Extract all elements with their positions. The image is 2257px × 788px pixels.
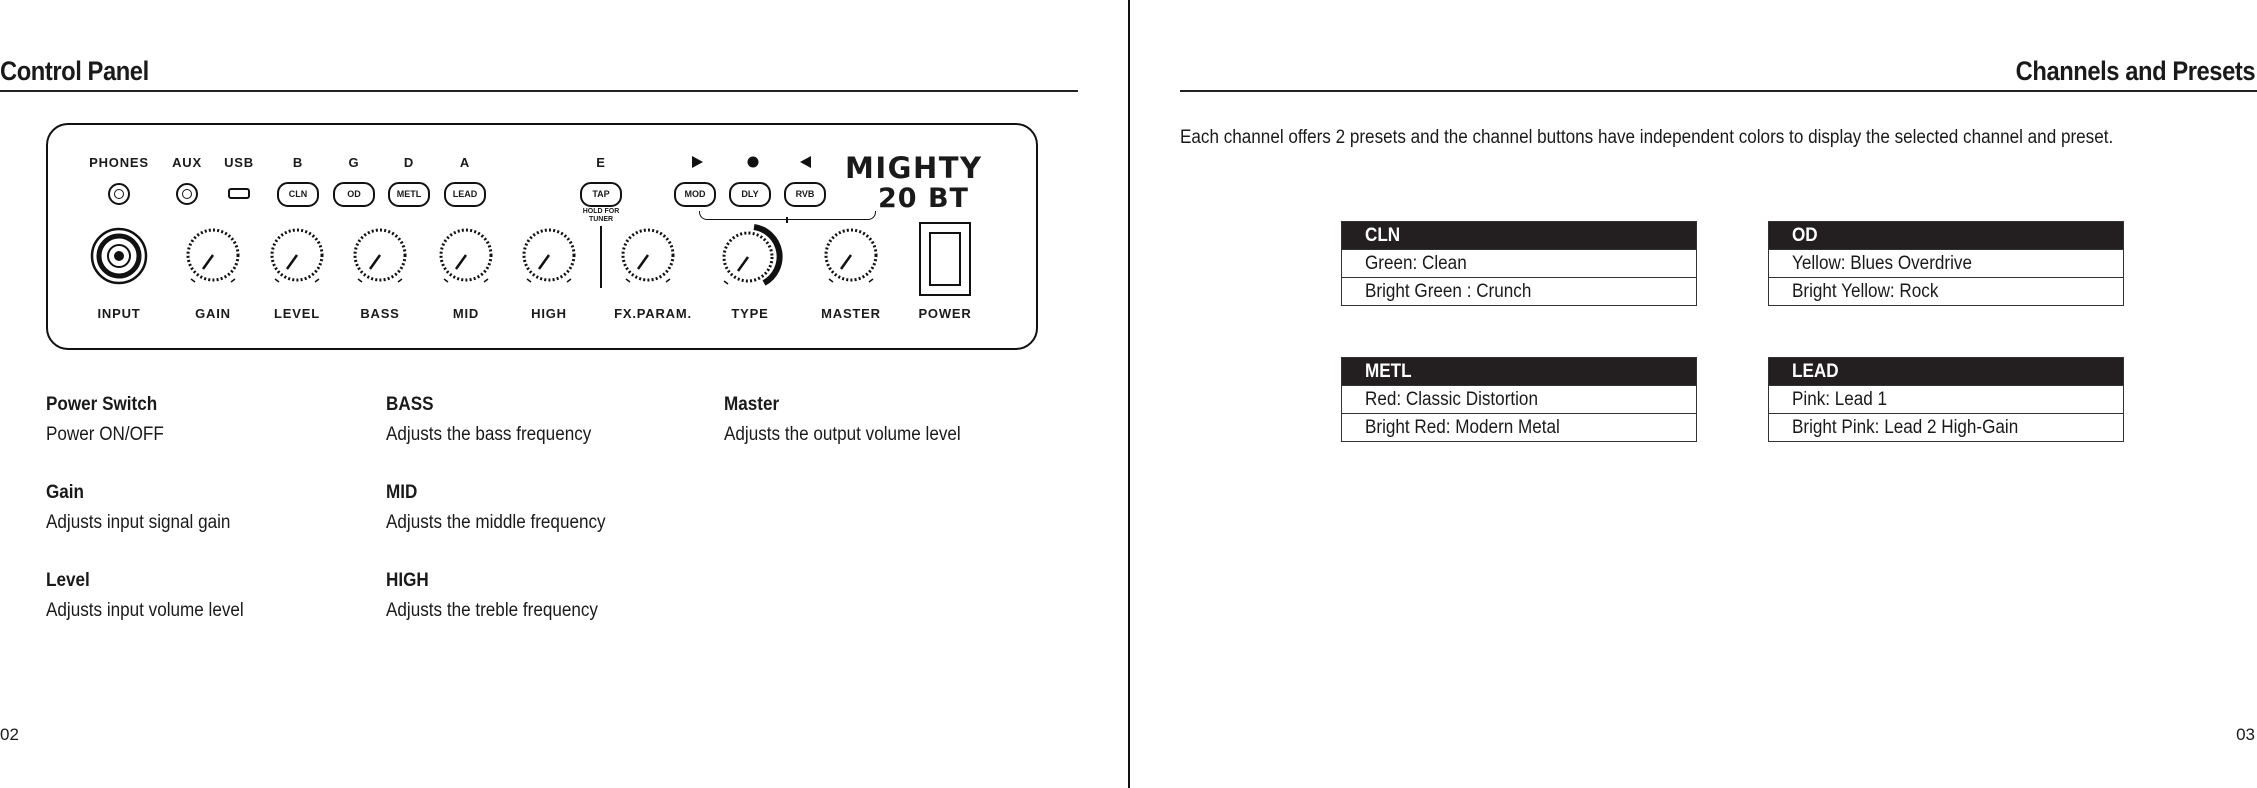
button-mod: MOD (674, 182, 716, 207)
label-usb: USB (224, 155, 254, 170)
desc-title: BASS (386, 394, 434, 415)
title-rule (0, 90, 1078, 92)
page-number: 03 (2236, 725, 2255, 744)
preset-row: Red: Classic Distortion (1342, 385, 1696, 413)
desc-high (386, 570, 622, 622)
label-aux: AUX (172, 155, 202, 170)
preset-table-lead (1768, 357, 2124, 442)
label-mid: MID (452, 306, 480, 321)
desc-text: Adjusts the middle frequency (386, 512, 606, 533)
effects-bracket (699, 211, 876, 220)
desc-mid (386, 482, 630, 534)
aux-jack-icon (176, 183, 198, 205)
desc-level (46, 570, 266, 622)
gain-knob-icon (185, 227, 241, 283)
desc-master (724, 394, 987, 446)
label-e: E (596, 155, 606, 170)
title-rule (1180, 90, 2257, 92)
left-page (0, 0, 1128, 788)
button-metl: METL (388, 182, 430, 207)
preset-row: Bright Red: Modern Metal (1342, 413, 1696, 441)
label-g: G (348, 155, 360, 170)
desc-text: Adjusts the output volume level (724, 424, 961, 445)
label-input: INPUT (97, 306, 141, 321)
desc-text: Adjusts the treble frequency (386, 600, 598, 621)
type-knob-icon (714, 221, 786, 293)
label-master: MASTER (821, 306, 881, 321)
right-page (1130, 0, 2257, 788)
label-d: D (403, 155, 415, 170)
desc-title: HIGH (386, 570, 429, 591)
input-jack-icon (89, 226, 149, 286)
label-gain: GAIN (195, 306, 231, 321)
preset-row: Bright Pink: Lead 2 High-Gain (1769, 413, 2123, 441)
button-od: OD (333, 182, 375, 207)
desc-title: Master (724, 394, 780, 415)
button-cln: CLN (277, 182, 319, 207)
reverse-icon (799, 155, 813, 169)
channel-name: CLN (1342, 222, 1696, 249)
page-title: Channels and Presets (2015, 56, 2255, 86)
preset-row: Green: Clean (1342, 249, 1696, 277)
label-high: HIGH (531, 306, 567, 321)
desc-text: Adjusts the bass frequency (386, 424, 592, 445)
preset-row: Bright Yellow: Rock (1769, 277, 2123, 305)
channel-name: OD (1769, 222, 2123, 249)
page-title: Control Panel (0, 56, 149, 86)
desc-title: Power Switch (46, 394, 158, 415)
channel-name: METL (1342, 358, 1696, 385)
play-icon (690, 155, 704, 169)
preset-table-od (1768, 221, 2124, 306)
desc-text: Adjusts input volume level (46, 600, 244, 621)
dot-icon (746, 155, 760, 169)
label-power: POWER (918, 306, 972, 321)
preset-table-metl (1341, 357, 1697, 442)
section-divider (600, 226, 602, 288)
label-phones: PHONES (89, 155, 149, 170)
label-level: LEVEL (274, 306, 320, 321)
desc-power-switch (46, 394, 177, 446)
desc-text: Power ON/OFF (46, 424, 164, 445)
desc-bass (386, 394, 614, 446)
fx-param-knob-icon (620, 227, 676, 283)
power-switch-icon (919, 222, 971, 296)
phones-jack-icon (108, 183, 130, 205)
button-dly: DLY (729, 182, 771, 207)
amp-control-panel-illustration (46, 123, 1038, 350)
desc-title: MID (386, 482, 418, 503)
page-number: 02 (0, 725, 19, 744)
desc-title: Level (46, 570, 90, 591)
label-a: A (459, 155, 471, 170)
desc-gain (46, 482, 251, 534)
preset-row: Bright Green : Crunch (1342, 277, 1696, 305)
tap-hold-text: HOLD FOR TUNER (582, 208, 620, 223)
bass-knob-icon (352, 227, 408, 283)
brand-model: 20 BT (878, 183, 969, 214)
mid-knob-icon (438, 227, 494, 283)
preset-table-cln (1341, 221, 1697, 306)
label-fx-param: FX.PARAM. (614, 306, 692, 321)
level-knob-icon (269, 227, 325, 283)
label-type: TYPE (731, 306, 769, 321)
preset-row: Pink: Lead 1 (1769, 385, 2123, 413)
brand-name: MIGHTY (845, 151, 983, 185)
label-bass: BASS (360, 306, 400, 321)
desc-text: Adjusts input signal gain (46, 512, 231, 533)
desc-title: Gain (46, 482, 85, 503)
button-tap: TAP (580, 182, 622, 207)
master-knob-icon (823, 227, 879, 283)
preset-row: Yellow: Blues Overdrive (1769, 249, 2123, 277)
button-rvb: RVB (784, 182, 826, 207)
intro-text: Each channel offers 2 presets and the channel buttons have independent colors to display the selected channel and preset. (1180, 127, 2114, 148)
label-b: B (292, 155, 304, 170)
high-knob-icon (521, 227, 577, 283)
usb-port-icon (228, 188, 250, 199)
channel-name: LEAD (1769, 358, 2123, 385)
button-lead: LEAD (444, 182, 486, 207)
